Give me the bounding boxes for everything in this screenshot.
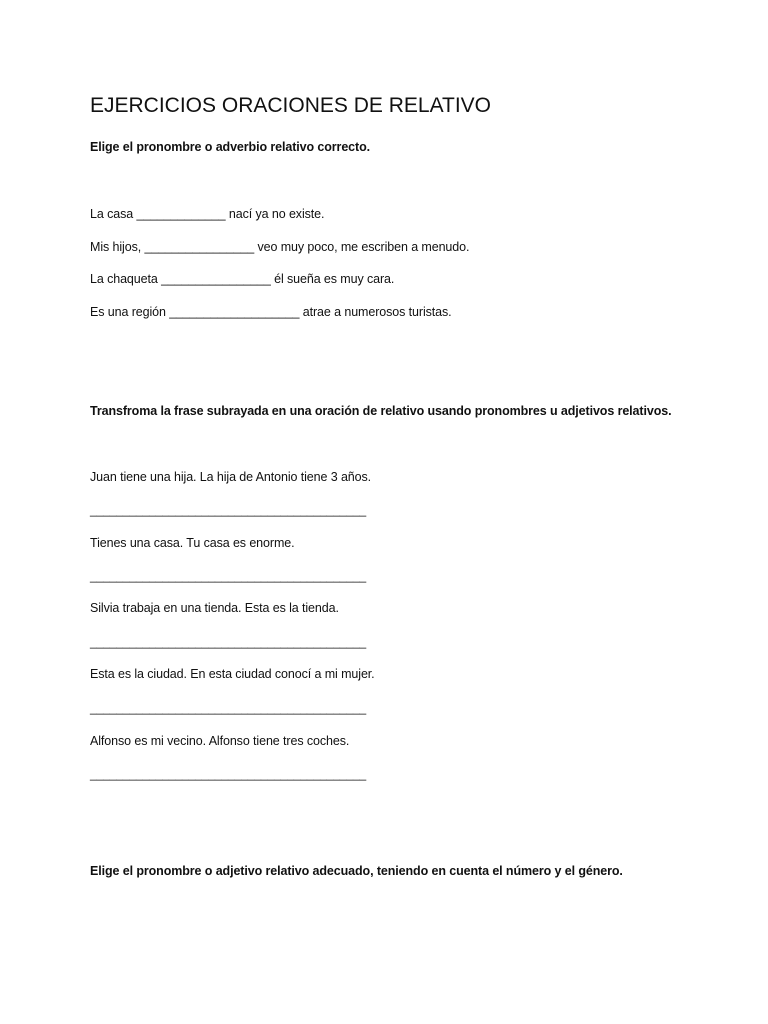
- section1-instruction: Elige el pronombre o adverbio relativo correcto.: [90, 140, 370, 154]
- section2-item-5: Alfonso es mi vecino. Alfonso tiene tres coches.: [90, 734, 350, 748]
- answer-line-5: __________________________________________: [90, 767, 367, 781]
- answer-line-3: __________________________________________: [90, 635, 367, 649]
- section2-item-3: Silvia trabaja en una tienda. Esta es la tienda.: [90, 601, 339, 615]
- section2-item-1: Juan tiene una hija. La hija de Antonio tiene 3 años.: [90, 470, 372, 484]
- answer-line-2: __________________________________________: [90, 569, 367, 583]
- answer-line-1: __________________________________________: [90, 503, 367, 517]
- page-title: EJERCICIOS ORACIONES DE RELATIVO: [90, 94, 492, 117]
- section2-instruction: Transfroma la frase subrayada en una oración de relativo usando pronombres u adjetivos relativos.: [90, 404, 672, 418]
- section2-item-2: Tienes una casa. Tu casa es enorme.: [90, 536, 295, 550]
- section1-sentence-4: Es una región ___________________ atrae a numerosos turistas.: [90, 305, 452, 319]
- section1-sentence-1: La casa _____________ nací ya no existe.: [90, 207, 325, 221]
- answer-line-4: __________________________________________: [90, 701, 367, 715]
- section1-sentence-3: La chaqueta ________________ él sueña es muy cara.: [90, 272, 395, 286]
- section2-item-4: Esta es la ciudad. En esta ciudad conocí a mi mujer.: [90, 667, 375, 681]
- section1-sentence-2: Mis hijos, ________________ veo muy poco, me escriben a menudo.: [90, 240, 470, 254]
- section3-instruction: Elige el pronombre o adjetivo relativo adecuado, teniendo en cuenta el número y el género.: [90, 864, 623, 878]
